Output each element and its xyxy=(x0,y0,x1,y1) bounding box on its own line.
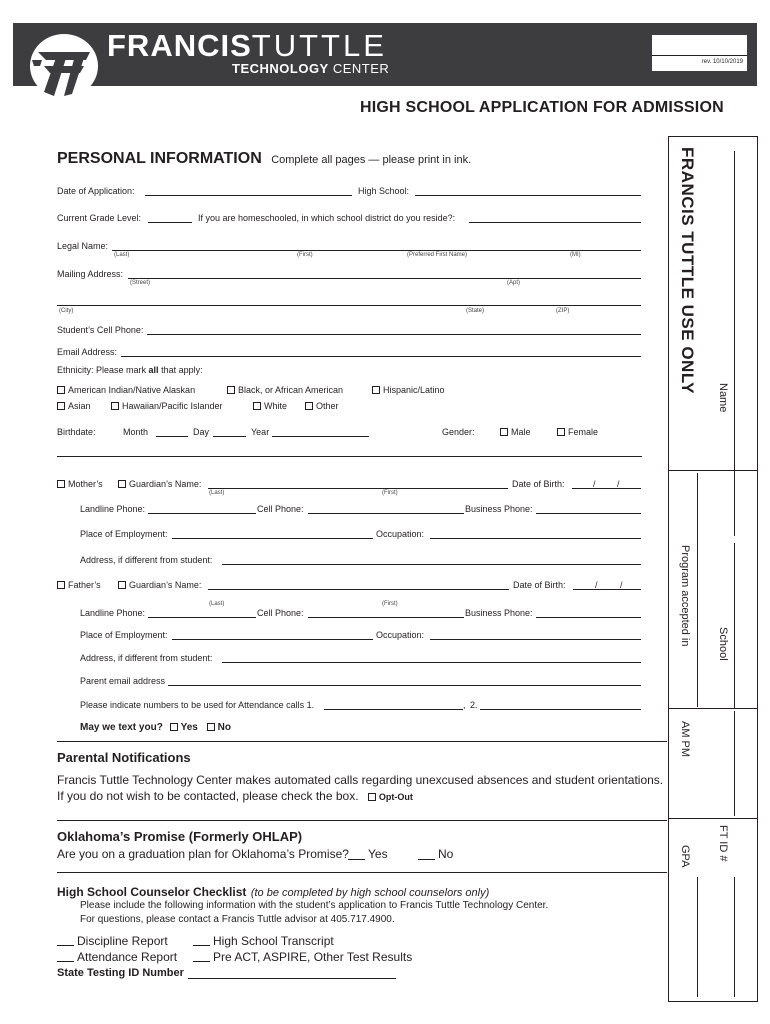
guardian1-cell-field[interactable] xyxy=(308,513,464,514)
legal-name-last-caption: (Last) xyxy=(114,252,130,258)
oklahoma-no-field[interactable] xyxy=(418,859,435,860)
oklahoma-yes-label: Yes xyxy=(368,847,388,861)
year-label: Year xyxy=(251,427,270,437)
date-of-application-field[interactable] xyxy=(145,195,352,196)
guardian1-dob-field[interactable] xyxy=(572,488,641,489)
personal-info-title: PERSONAL INFORMATION xyxy=(57,150,262,167)
checkbox-icon[interactable] xyxy=(111,402,119,410)
eth-american-indian[interactable]: American Indian/Native Alaskan xyxy=(57,385,195,395)
parental-heading: Parental Notifications xyxy=(57,750,191,765)
attendance-report-label: Attendance Report xyxy=(77,950,178,964)
personal-info-heading xyxy=(57,150,471,168)
rev-label: rev. 10/10/2019 xyxy=(701,59,743,65)
attendance-number-2-field[interactable] xyxy=(480,709,641,710)
eth-hawaiian[interactable]: Hawaiian/Pacific Islander xyxy=(111,401,223,411)
brand-francis: FRANCIS xyxy=(107,28,252,63)
guardian1-business-field[interactable] xyxy=(536,513,641,514)
guardian2-address-label: Address, if different from student: xyxy=(80,653,213,663)
checkbox-icon[interactable] xyxy=(207,723,215,731)
email-label: Email Address: xyxy=(57,347,118,357)
guardian2-business-field[interactable] xyxy=(536,617,641,618)
guardian2-dob-label: Date of Birth: xyxy=(513,580,566,590)
attendance-calls-label: Please indicate numbers to be used for Attendance calls 1. xyxy=(80,700,315,710)
francis-tuttle-logo-icon xyxy=(28,30,106,102)
guardian1-dob-slash-2: / xyxy=(617,479,620,489)
oklahoma-heading: Oklahoma’s Promise (Formerly OHLAP) xyxy=(57,829,303,844)
counselor-line-2: For questions, please contact a Francis Tuttle advisor at 405.717.4900. xyxy=(80,914,395,925)
checkbox-icon[interactable] xyxy=(500,428,508,436)
guardian1-option[interactable]: Guardian’s Name: xyxy=(118,479,201,489)
guardian1-cell-label: Cell Phone: xyxy=(257,504,304,514)
attendance-report-check[interactable] xyxy=(57,961,74,962)
parent-email-label: Parent email address xyxy=(80,676,166,686)
eth-black[interactable]: Black, or African American xyxy=(227,385,343,395)
text-question-label: May we text you? xyxy=(80,722,163,733)
birthdate-label: Birthdate: xyxy=(57,427,96,437)
mailing-address-label: Mailing Address: xyxy=(57,269,124,279)
guardian2-business-label: Business Phone: xyxy=(465,608,533,618)
street-caption: (Street) xyxy=(130,280,151,286)
gender-male[interactable]: Male xyxy=(500,427,531,437)
date-of-application-label: Date of Application: xyxy=(57,186,135,196)
checkbox-icon[interactable] xyxy=(57,386,65,394)
ethnicity-suffix: that apply: xyxy=(158,365,203,375)
fathers-option[interactable]: Father’s xyxy=(57,580,101,590)
guardian2-cell-label: Cell Phone: xyxy=(257,608,304,618)
text-question xyxy=(80,722,231,733)
am-pm-label: AM PM xyxy=(679,721,691,758)
guardian2-occupation-field[interactable] xyxy=(430,639,641,640)
guardian1-last-caption: (Last) xyxy=(209,490,225,496)
form-title: HIGH SCHOOL APPLICATION FOR ADMISSION xyxy=(360,99,724,116)
parental-line-2 xyxy=(57,789,413,803)
guardian1-address-label: Address, if different from student: xyxy=(80,555,213,565)
oklahoma-question: Are you on a graduation plan for Oklahoma’s Promise? xyxy=(57,847,349,861)
checkbox-icon[interactable] xyxy=(557,428,565,436)
apt-caption: (Apt) xyxy=(507,280,521,286)
guardian2-dob-slash-1: / xyxy=(595,580,598,590)
brand-tuttle: TUTTLE xyxy=(251,28,387,63)
am-pm-field[interactable] xyxy=(734,711,735,816)
discipline-report-check[interactable] xyxy=(57,945,74,946)
test-results-check[interactable] xyxy=(193,961,210,962)
office-divider-3 xyxy=(668,818,758,819)
parental-line-1: Francis Tuttle Technology Center makes automated calls regarding unexcused absences and student orientations. xyxy=(57,773,664,787)
oklahoma-yes-field[interactable] xyxy=(348,859,365,860)
rev-box xyxy=(652,35,747,71)
checkbox-icon[interactable] xyxy=(253,402,261,410)
school-field[interactable] xyxy=(734,543,735,708)
brand-subtitle xyxy=(232,61,389,76)
legal-name-preferred-caption: (Preferred First Name) xyxy=(407,252,468,258)
birth-day-field[interactable] xyxy=(213,436,246,437)
guardian1-first-caption: (First) xyxy=(382,490,398,496)
guardian2-last-caption: (Last) xyxy=(209,601,225,607)
birth-year-field[interactable] xyxy=(272,436,369,437)
guardian1-landline-field[interactable] xyxy=(148,513,256,514)
section-divider xyxy=(57,820,667,821)
test-results-label: Pre ACT, ASPIRE, Other Test Results xyxy=(213,950,413,964)
guardian2-dob-slash-2: / xyxy=(620,580,623,590)
guardian1-employment-field[interactable] xyxy=(172,538,373,539)
transcript-check[interactable] xyxy=(193,945,210,946)
gpa-label: GPA xyxy=(679,845,691,868)
opt-out-option[interactable]: Opt-Out xyxy=(368,792,413,802)
checkbox-icon[interactable] xyxy=(57,581,65,589)
eth-white[interactable]: White xyxy=(253,401,287,411)
eth-hispanic[interactable]: Hispanic/Latino xyxy=(372,385,445,395)
ethnicity-all: all xyxy=(148,365,159,375)
counselor-line-1: Please include the following information with the student’s application to Francis Tuttle Technology Center. xyxy=(80,900,549,911)
legal-name-mi-caption: (MI) xyxy=(570,252,581,258)
cell-phone-label: Student’s Cell Phone: xyxy=(57,325,144,335)
mailing-street-field[interactable] xyxy=(128,278,641,279)
guardian1-landline-label: Landline Phone: xyxy=(80,504,146,514)
checkbox-icon[interactable] xyxy=(118,480,126,488)
text-yes-option[interactable]: Yes xyxy=(170,722,198,733)
gpa-field[interactable] xyxy=(697,877,698,997)
section-divider xyxy=(57,456,642,457)
guardian2-occupation-label: Occupation: xyxy=(376,630,425,640)
guardian1-occupation-label: Occupation: xyxy=(376,529,425,539)
attendance-number-1-field[interactable] xyxy=(324,709,463,710)
discipline-report-label: Discipline Report xyxy=(77,934,168,948)
guardian2-first-caption: (First) xyxy=(382,601,398,607)
gender-label: Gender: xyxy=(442,427,475,437)
office-divider-1 xyxy=(668,470,758,471)
section-divider xyxy=(57,872,667,873)
office-use-heading: FRANCIS TUTTLE USE ONLY xyxy=(678,147,697,394)
ftid-field[interactable] xyxy=(734,877,735,997)
brand-technology: TECHNOLOGY xyxy=(232,61,329,76)
parental-line-2-text: If you do not wish to be contacted, please check the box. xyxy=(57,789,359,803)
mothers-option[interactable]: Mother’s xyxy=(57,479,103,489)
state-caption: (State) xyxy=(466,308,485,314)
ethnicity-prefix: Ethnicity: Please mark xyxy=(57,365,149,375)
guardian2-landline-field[interactable] xyxy=(148,617,256,618)
high-school-field[interactable] xyxy=(415,195,641,196)
brand-center: CENTER xyxy=(332,61,390,76)
name-label: Name xyxy=(717,383,729,413)
checkbox-icon[interactable] xyxy=(57,480,65,488)
guardian2-landline-label: Landline Phone: xyxy=(80,608,146,618)
guardian2-cell-field[interactable] xyxy=(308,617,464,618)
day-label: Day xyxy=(193,427,210,437)
guardian2-dob-field[interactable] xyxy=(573,589,641,590)
mailing-city-field[interactable] xyxy=(57,305,641,306)
legal-name-label: Legal Name: xyxy=(57,241,109,251)
office-use-sidebar xyxy=(668,136,758,1002)
guardian2-employment-field[interactable] xyxy=(172,639,373,640)
zip-caption: (ZIP) xyxy=(556,308,570,314)
name-field[interactable] xyxy=(734,151,735,536)
birth-month-field[interactable] xyxy=(156,436,188,437)
checkbox-icon[interactable] xyxy=(227,386,235,394)
ethnicity-label xyxy=(57,365,203,375)
counselor-heading xyxy=(57,883,489,901)
guardian1-address-field[interactable] xyxy=(222,564,641,565)
current-grade-label: Current Grade Level: xyxy=(57,213,142,223)
section-divider xyxy=(57,741,667,742)
email-field[interactable] xyxy=(121,356,641,357)
program-field[interactable] xyxy=(697,473,698,707)
checkbox-icon[interactable] xyxy=(57,402,65,410)
attendance-2-label: 2. xyxy=(470,700,478,710)
guardian1-dob-slash-1: / xyxy=(593,479,596,489)
eth-asian[interactable]: Asian xyxy=(57,401,91,411)
guardian2-name-field[interactable] xyxy=(208,589,509,590)
state-testing-label: State Testing ID Number xyxy=(57,967,184,979)
personal-info-instruction: Complete all pages — please print in ink. xyxy=(271,154,472,166)
cell-phone-field[interactable] xyxy=(147,334,641,335)
text-no-option[interactable]: No xyxy=(207,722,231,733)
program-label: Program accepted in xyxy=(679,545,691,647)
guardian1-employment-label: Place of Employment: xyxy=(80,529,168,539)
counselor-note: (to be completed by high school counselors only) xyxy=(250,887,490,899)
current-grade-field[interactable] xyxy=(148,222,192,223)
homeschool-field[interactable] xyxy=(469,222,641,223)
parent-email-field[interactable] xyxy=(168,685,641,686)
month-label: Month xyxy=(123,427,149,437)
state-testing-field[interactable] xyxy=(188,978,396,979)
guardian1-occupation-field[interactable] xyxy=(430,538,641,539)
legal-name-field[interactable] xyxy=(112,250,641,251)
oklahoma-no-label: No xyxy=(438,847,454,861)
checkbox-icon[interactable] xyxy=(368,793,376,801)
eth-other[interactable]: Other xyxy=(305,401,339,411)
checkbox-icon[interactable] xyxy=(372,386,380,394)
guardian2-option[interactable]: Guardian’s Name: xyxy=(118,580,201,590)
guardian1-name-field[interactable] xyxy=(208,488,508,489)
transcript-label: High School Transcript xyxy=(213,934,334,948)
city-caption: (City) xyxy=(59,308,74,314)
office-divider-2 xyxy=(668,708,758,709)
ftid-label: FT ID # xyxy=(717,825,729,862)
homeschool-label: If you are homeschooled, in which school district do you reside?: xyxy=(198,213,456,223)
attendance-comma: , xyxy=(463,700,466,710)
brand-name xyxy=(107,29,387,63)
guardian1-dob-label: Date of Birth: xyxy=(512,479,565,489)
checkbox-icon[interactable] xyxy=(170,723,178,731)
checkbox-icon[interactable] xyxy=(118,581,126,589)
guardian1-business-label: Business Phone: xyxy=(465,504,533,514)
checkbox-icon[interactable] xyxy=(305,402,313,410)
school-label: School xyxy=(717,627,729,661)
guardian2-employment-label: Place of Employment: xyxy=(80,630,168,640)
legal-name-first-caption: (First) xyxy=(297,252,313,258)
counselor-title: High School Counselor Checklist xyxy=(57,885,247,899)
guardian2-address-field[interactable] xyxy=(222,662,641,663)
gender-female[interactable]: Female xyxy=(557,427,598,437)
high-school-label: High School: xyxy=(358,186,410,196)
